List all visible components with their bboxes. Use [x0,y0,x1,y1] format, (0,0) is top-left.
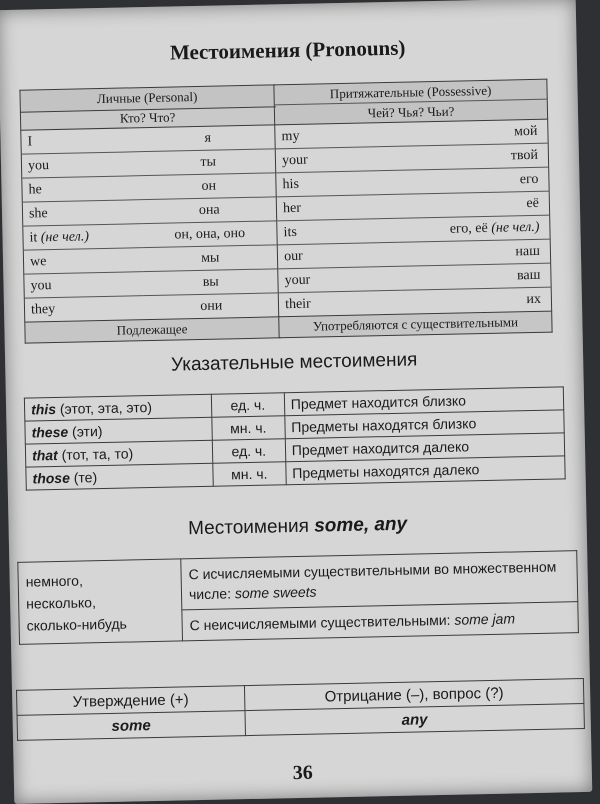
demonstrative-description: Предмет находится близко [284,387,564,416]
possessive-en: his [276,170,398,197]
countable-text: С исчисляемыми существительными во множественном числе: [188,558,557,603]
demonstrative-word: these [31,423,69,441]
demonstrative-word: that [31,446,58,464]
personal-en-note: (не чел.) [40,228,90,245]
personal-ru: они [200,298,223,314]
personal-ru: она [142,197,276,224]
demonstrative-description: Предметы находятся близко [285,410,565,439]
demonstrative-word: this [30,401,57,418]
personal-en [23,224,143,250]
demonstrative-number: ед. ч. [211,393,284,418]
possessive-ru: мой [397,120,547,147]
possessive-ru: их [526,291,542,307]
demonstratives-table [24,386,566,490]
personal-ru: вы [144,269,278,296]
personal-ru: мы [143,245,277,272]
uncountable-example: some jam [454,610,516,628]
affirmative-header: Утверждение (+) [16,686,244,716]
personal-en: she [23,200,143,226]
affirmative-value: some [17,711,245,741]
demonstratives-title: Указательные местоимения [170,349,418,376]
personal-en: you [24,272,144,298]
demonstrative-translation: (эти) [71,423,103,440]
demonstrative-number: мн. ч. [213,462,286,487]
personal-en: we [24,248,144,274]
personal-en: you [22,152,142,178]
demonstrative-description: Предмет находится далеко [285,433,565,462]
meaning-line: несколько, [26,593,97,612]
demonstrative-translation: (те) [73,469,98,486]
personal-list [21,125,279,322]
personal-ru: он, она, оно [143,221,277,248]
personal-en: they [30,301,56,318]
possessive-ru: наш [400,239,550,266]
possessive-en: your [276,146,398,173]
some-any-title [8,510,586,544]
affirmative-negative-table [16,678,585,741]
negative-value: any [245,704,585,736]
possessive-footer: Употребляются с существительными [279,311,552,338]
demonstrative-number: мн. ч. [212,416,285,441]
meaning-line: сколько-нибудь [26,615,128,634]
possessive-header-cell [274,79,548,125]
demonstrative-number: ед. ч. [212,439,285,464]
pronouns-table [19,79,552,344]
page-title: Местоимения (Pronouns) [169,35,406,65]
possessive-en: her [277,194,399,221]
possessive-ru: твой [398,143,548,170]
some-any-title-prefix: Местоимения [187,515,315,540]
personal-ru: я [141,125,275,151]
page-number: 36 [292,761,314,785]
demonstrative-word: those [32,469,71,487]
personal-en: I [21,128,141,154]
countable-example: some sweets [234,583,317,602]
personal-ru: он [142,173,276,200]
personal-ru: ты [141,149,275,176]
possessive-ru: её [399,191,549,218]
personal-footer: Подлежащее [25,317,280,343]
possessive-list [275,119,552,317]
possessive-ru-word: его, её [449,220,488,237]
negative-header: Отрицание (–), вопрос (?) [244,679,584,711]
possessive-question: Чей? Чья? Чьи? [367,103,455,121]
possessive-en: your [278,266,400,293]
demonstrative-word-cell [26,463,213,490]
personal-en-word: it [29,229,38,246]
personal-en: he [22,176,142,202]
possessive-en: its [277,218,399,245]
uncountable-text: С неисчисляемыми существительными: [189,611,455,634]
demonstrative-translation: (этот, эта, это) [59,398,153,417]
demonstrative-description: Предметы находятся далеко [286,456,566,485]
possessive-header: Притяжательные (Possessive) [275,80,547,106]
possessive-ru: его [398,167,548,194]
personal-header: Личные (Personal) [20,85,275,112]
some-any-title-words: some, any [313,513,408,537]
possessive-en: my [275,123,397,149]
some-any-table [17,550,579,645]
demonstrative-translation: (тот, та, то) [61,445,134,463]
meaning-cell [18,559,183,644]
meaning-line: немного, [25,571,84,590]
countable-cell [181,551,578,610]
personal-question: Кто? Что? [20,106,274,130]
possessive-ru [399,215,549,242]
possessive-en: their [284,296,311,312]
possessive-en: our [278,242,400,269]
possessive-ru-note: (не чел.) [491,219,540,236]
possessive-ru: ваш [400,263,550,290]
